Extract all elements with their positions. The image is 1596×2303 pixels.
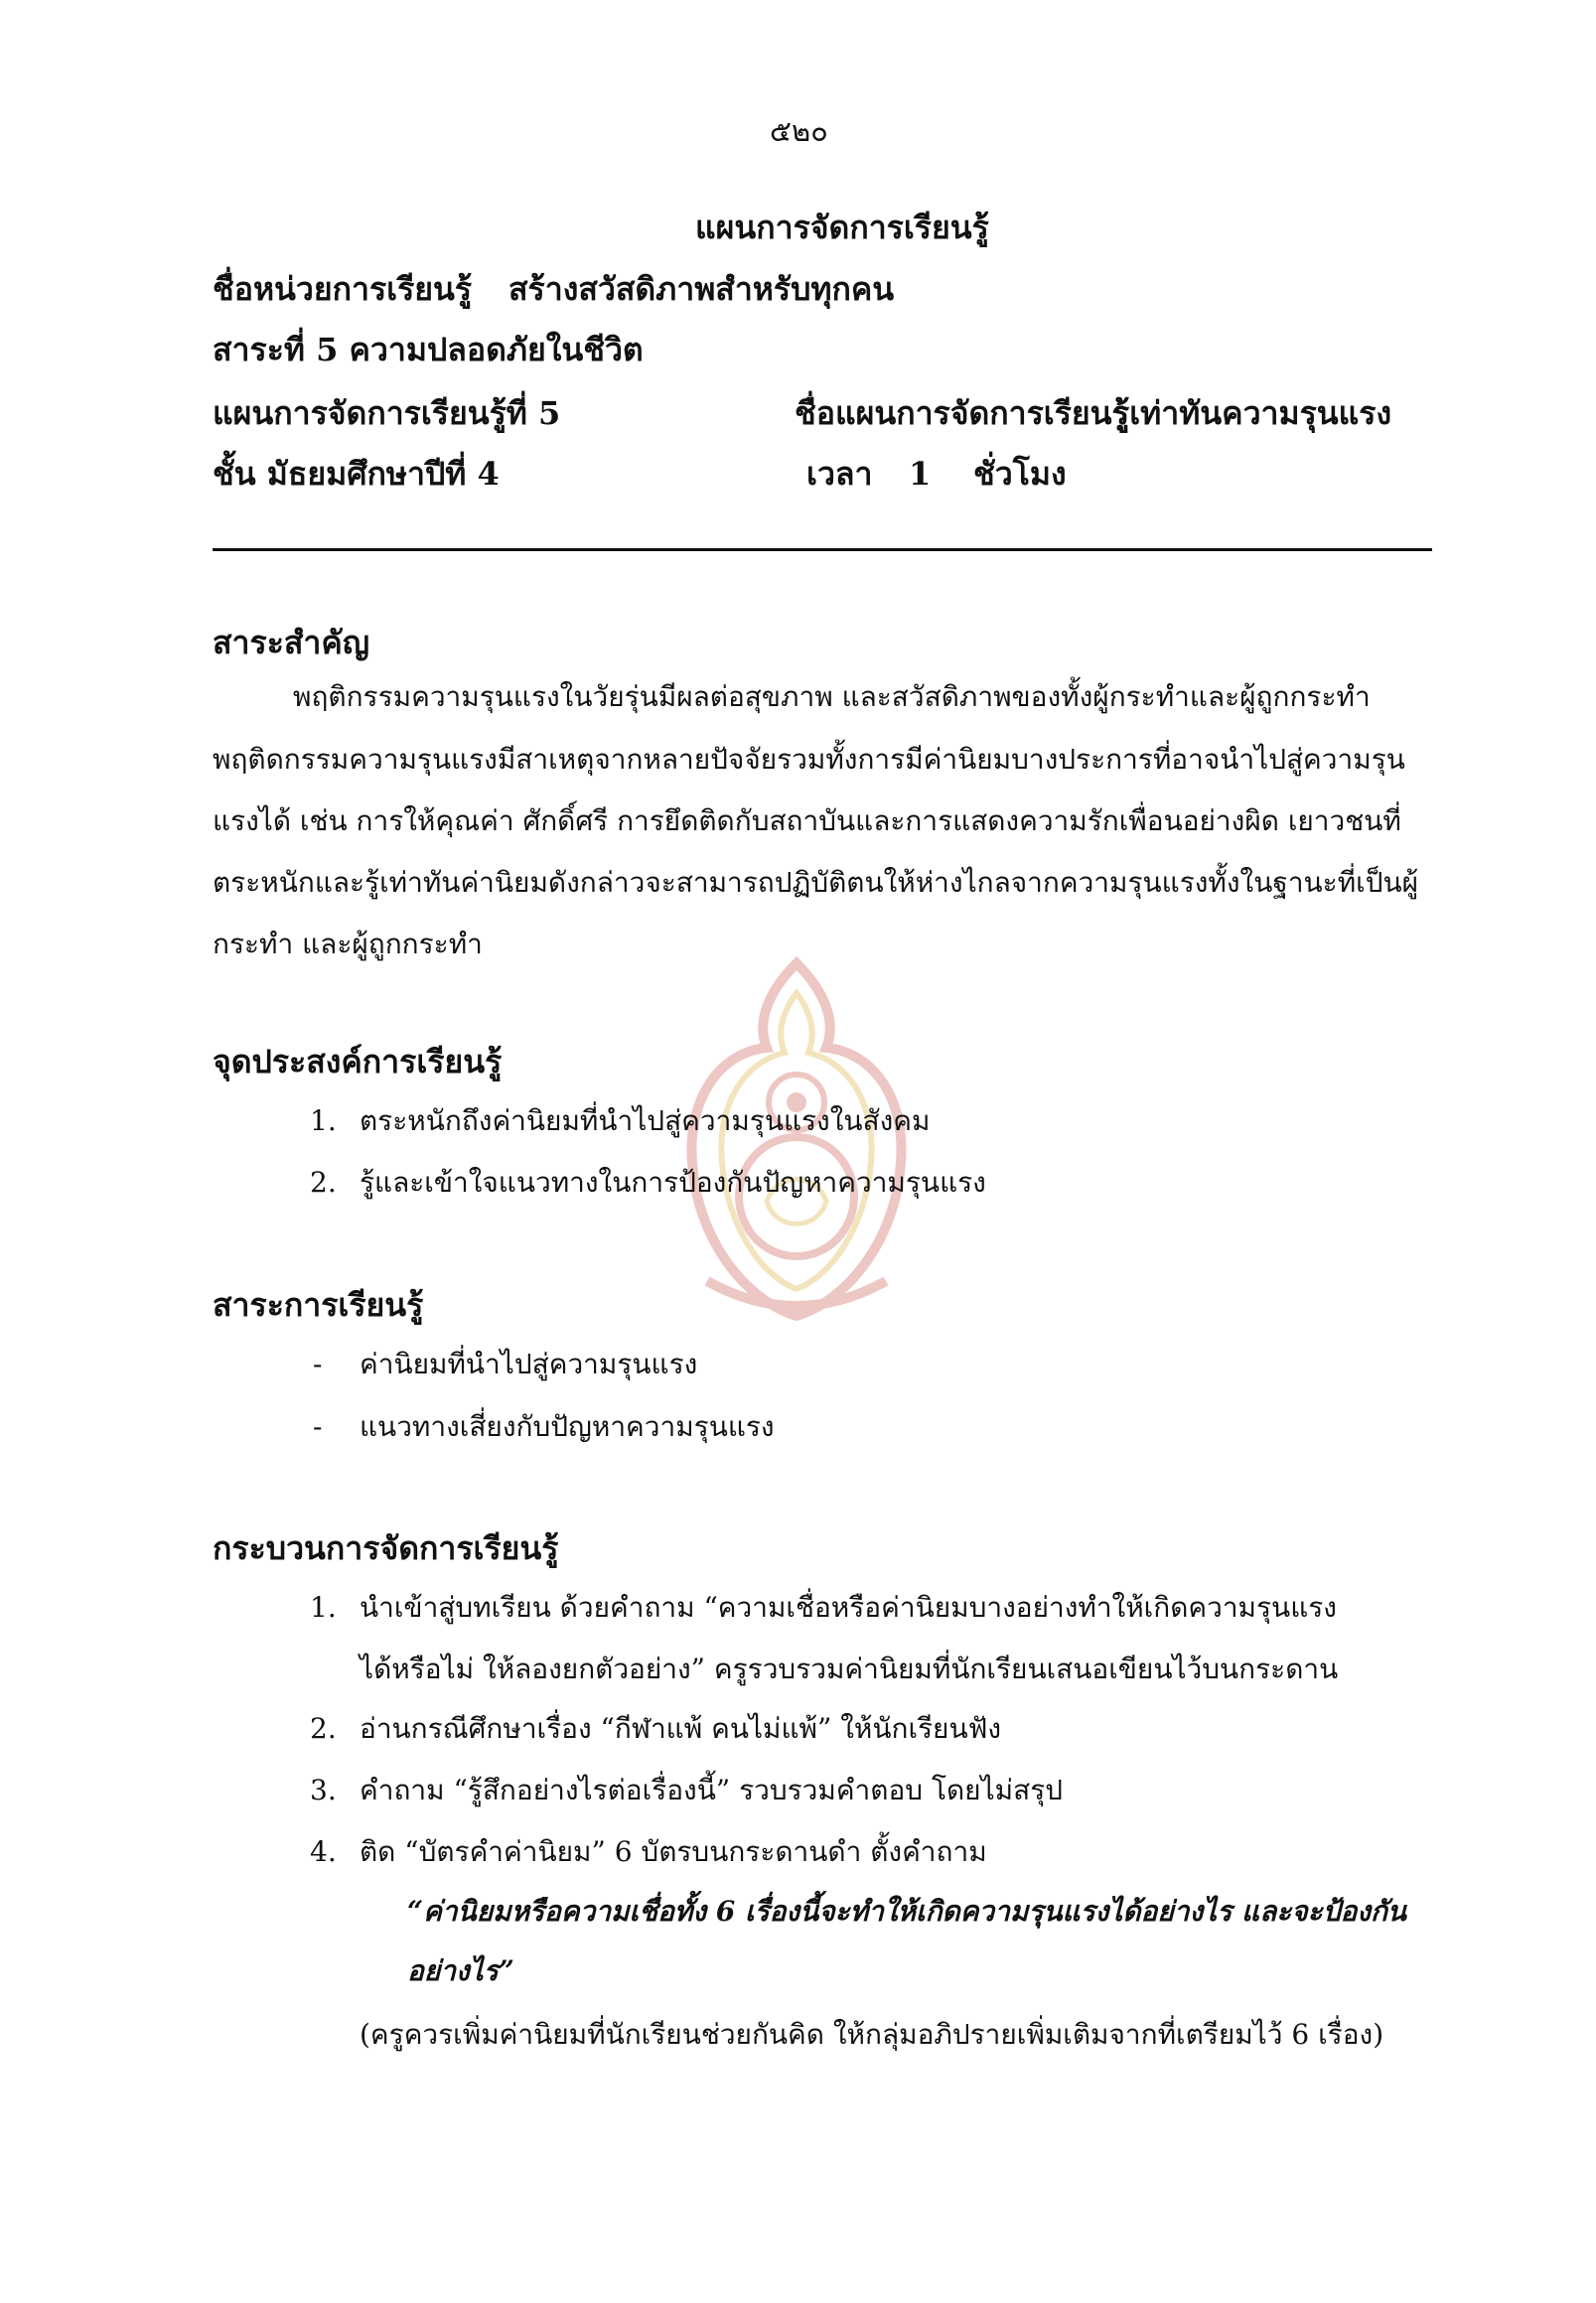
objective-text: รู้และเข้าใจแนวทางในการป้องกันปัญหาความรุนแรง: [360, 1166, 986, 1199]
content-bullet: -: [313, 1348, 323, 1380]
content-heading: สาระการเรียนรู้: [213, 1286, 424, 1324]
unit-label: ชื่อหน่วยการเรียนรู้: [213, 270, 473, 308]
content-item: ค่านิยมที่นำไปสู่ความรุนแรง: [360, 1348, 698, 1380]
process-step-text: ได้หรือไม่ ให้ลองยกตัวอย่าง” ครูรวบรวมค่านิยมที่นักเรียนเสนอเขียนไว้บนกระดาน: [360, 1653, 1339, 1685]
school-seal-watermark: [648, 953, 945, 1331]
header-divider: [213, 548, 1432, 551]
process-heading: กระบวนการจัดการเรียนรู้: [213, 1529, 559, 1567]
objectives-heading: จุดประสงค์การเรียนรู้: [213, 1043, 503, 1080]
objective-number: 1.: [310, 1104, 337, 1137]
process-step-number: 3.: [310, 1774, 337, 1806]
teacher-note: (ครูควรเพิ่มค่านิยมที่นักเรียนช่วยกันคิด ให้กลุ่มอภิปรายเพิ่มเติมจากที่เตรียมไว้ 6 เรื่อง): [360, 2018, 1384, 2051]
time-value: 1: [909, 455, 932, 493]
process-question: อย่างไร”: [407, 1954, 514, 1987]
process-step-text: อ่านกรณีศึกษาเรื่อง “กีฬาแพ้ คนไม่แพ้” ให้นักเรียนฟัง: [360, 1712, 1002, 1745]
key-concept-line: พฤติดกรรมความรุนแรงมีสาเหตุจากหลายปัจจัยรวมทั้งการมีค่านิยมบางประการที่อาจนำไปสู่ความรุน: [213, 743, 1405, 776]
plan-name-label: ชื่อแผนการจัดการเรียนรู้: [795, 394, 1129, 432]
grade-level: ชั้น มัธยมศึกษาปีที่ 4: [213, 455, 500, 493]
process-step-number: 1.: [310, 1591, 337, 1624]
key-concept-line: ตระหนักและรู้เท่าทันค่านิยมดังกล่าวจะสามารถปฏิบัติตนให้ห่างไกลจากความรุนแรงทั้งในฐานะที่เป็นผู้: [213, 866, 1419, 899]
key-concept-line: แรงได้ เช่น การให้คุณค่า ศักดิ์ศรี การยึดติดกับสถาบันและการแสดงความรักเพื่อนอย่างผิด เยาวชนที่: [213, 804, 1401, 837]
process-step-number: 4.: [310, 1835, 337, 1868]
key-concept-heading: สาระสำคัญ: [213, 624, 370, 661]
time-unit: ชั่วโมง: [973, 455, 1067, 493]
strand: สาระที่ 5 ความปลอดภัยในชีวิต: [213, 331, 644, 368]
objective-text: ตระหนักถึงค่านิยมที่นำไปสู่ความรุนแรงในสังคม: [360, 1104, 931, 1137]
process-step-text: คำถาม “รู้สึกอย่างไรต่อเรื่องนี้” รวบรวมคำตอบ โดยไม่สรุป: [360, 1774, 1064, 1806]
plan-number: แผนการจัดการเรียนรู้ที่ 5: [213, 394, 561, 432]
document-title: แผนการจัดการเรียนรู้: [695, 209, 989, 246]
page-number: ๕๒๐: [770, 114, 828, 148]
time-label: เวลา: [806, 455, 873, 493]
plan-name-value: รู้เท่าทันความรุนแรง: [1112, 394, 1392, 432]
process-step-text: นำเข้าสู่บทเรียน ด้วยคำถาม “ความเชื่อหรือค่านิยมบางอย่างทำให้เกิดความรุนแรง: [360, 1591, 1337, 1624]
process-step-text: ติด “บัตรคำค่านิยม” 6 บัตรบนกระดานดำ ตั้งคำถาม: [360, 1835, 987, 1868]
process-step-number: 2.: [310, 1712, 337, 1745]
content-item: แนวทางเสี่ยงกับปัญหาความรุนแรง: [360, 1410, 775, 1443]
key-concept-line: กระทำ และผู้ถูกกระทำ: [213, 928, 483, 960]
unit-value: สร้างสวัสดิภาพสำหรับทุกคน: [508, 270, 895, 308]
process-question: “ค่านิยมหรือความเชื่อทั้ง 6 เรื่องนี้จะทำให้เกิดความรุนแรงได้อย่างไร และจะป้องกัน: [407, 1895, 1407, 1928]
content-bullet: -: [313, 1410, 323, 1443]
objective-number: 2.: [310, 1166, 337, 1199]
key-concept-line: พฤติกรรมความรุนแรงในวัยรุ่นมีผลต่อสุขภาพ และสวัสดิภาพของทั้งผู้กระทำและผู้ถูกกระทำ: [293, 680, 1371, 713]
